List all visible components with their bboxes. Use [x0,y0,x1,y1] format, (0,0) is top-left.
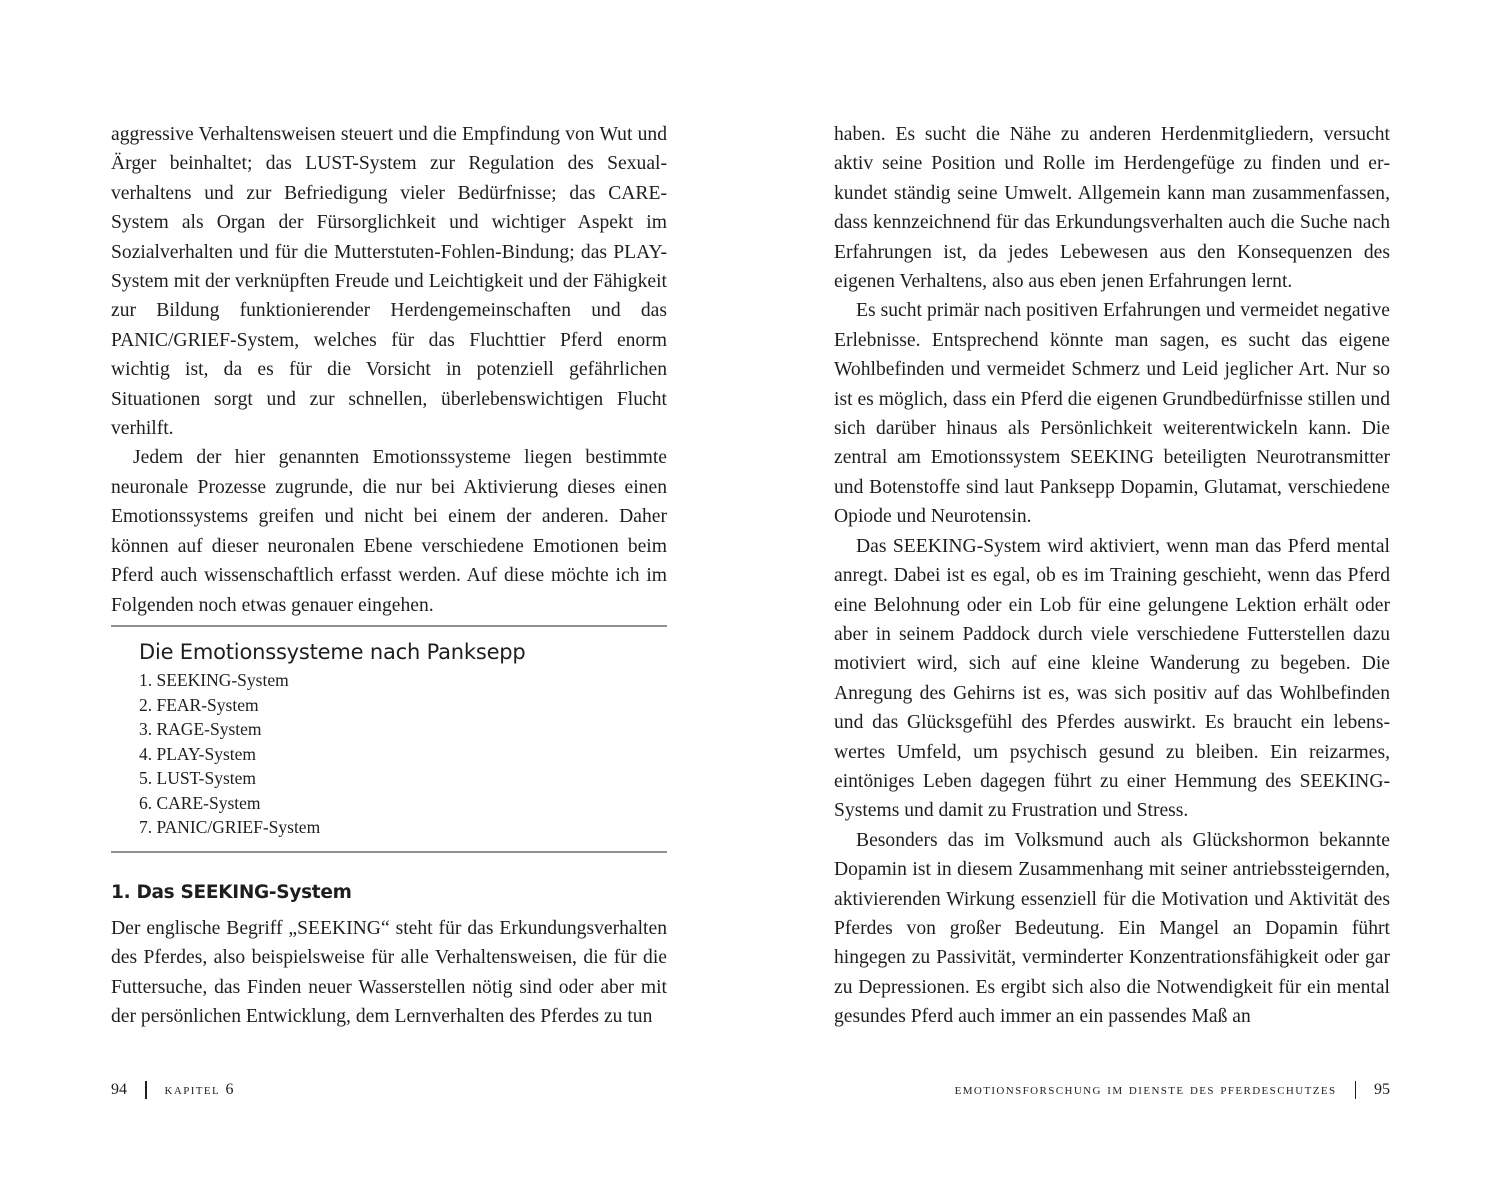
page-number: 95 [1374,1081,1390,1098]
footer-divider [1355,1081,1357,1099]
emotion-systems-list [111,668,667,840]
paragraph: aggressive Verhaltensweisen steuert und die Empfindung von Wut und Ärger beinhaltet; das LUST-System zur Regulation des Sexualverhaltens und zur Befriedigung vieler Bedürfnisse; das CARE-System als Organ der Fürsorglichkeit und wichtiger Aspekt im Sozialverhalten und für die Mutterstuten-Fohlen-Bindung; das PLAY-System mit der verknüpften Freude und Leichtigkeit und der Fähigkeit zur Bildung funktionierender Herdengemeinschaften und das PANIC/GRIEF-System, welches für das Fluchttier Pferd enorm wichtig ist, da es für die Vorsicht in potenziell gefährlichen Situationen sorgt und zur schnellen, überlebenswichtigen Flucht verhilft. [111,124,667,440]
section-heading: 1. Das SEEKING-System [111,882,352,903]
running-head: emotionsforschung im dienste des pferdeschutzes [954,1081,1337,1098]
list-item: 6. CARE-System [139,792,261,813]
left-body-text [111,120,667,620]
left-page [111,0,667,1195]
section-body-text [111,914,667,1032]
running-head: kapitel 6 [164,1081,235,1098]
list-item: 5. LUST-System [139,768,257,788]
info-box-emotion-systems [111,625,667,853]
right-body-text [834,120,1390,1032]
list-item: 1. SEEKING-System [139,670,289,690]
list-item: 3. RAGE-System [139,719,262,739]
paragraph: Der englische Begriff „SEEKING“ steht für das Erkundungsverhalten des Pferdes, also beispielsweise für alle Verhaltensweisen, die für die Futtersuche, das Finden neuer Wasserstellen nötig sind oder aber mit der persönlichen Entwicklung, dem Lernverhalten des Pferdes zu tun [111,918,667,1028]
info-box-title: Die Emotionssysteme nach Panksepp [139,640,526,664]
paragraph: Jedem der hier genannten Emotionssysteme liegen bestimmte neuronale Prozesse zugrunde, die nur bei Aktivierung dieses einen Emotionssystems greifen und nicht bei einem der anderen. Daher können auf dieser neuronalen Ebene verschiedene Emotionen beim Pferd auch wissenschaftlich erfasst werden. Auf diese möchte ich im Folgenden noch etwas genauer eingehen. [111,447,667,616]
footer-divider [145,1081,147,1099]
paragraph: Es sucht primär nach positiven Erfahrungen und vermeidet negative Erlebnisse. Entsprechend könnte man sagen, es sucht das eigene Wohlbefinden und vermeidet Schmerz und Leid jeglicher Art. Nur so ist es möglich, dass ein Pferd die eigenen Grundbedürfnisse stillen und sich darüber hinaus als Persönlichkeit weiterentwickeln kann. Die zentral am Emotionssystem SEEKING beteiligten Neurotransmitter und Botenstoffe sind laut Panksepp Dopamin, Glutamat, verschiedene Opiode und Neurotensin. [834,300,1390,528]
list-item: 4. PLAY-System [139,743,257,764]
paragraph: Besonders das im Volksmund auch als Glückshormon bekannte Dopamin ist in diesem Zusammenhang mit seiner antriebssteigernden, aktivierenden Wirkung essenziell für die Motivation und Aktivität des Pferdes von großer Bedeutung. Ein Mangel an Dopamin führt hingegen zu Passivität, verminderter Konzentrationsfähigkeit oder gar zu Depressionen. Es ergibt sich also die Notwendigkeit für ein mental gesundes Pferd auch immer an ein passendes Maß an [834,829,1390,1028]
right-page [834,0,1390,1195]
list-item: 7. PANIC/GRIEF-System [139,817,321,837]
list-item: 2. FEAR-System [139,694,259,715]
right-footer [955,1081,1390,1099]
paragraph: haben. Es sucht die Nähe zu anderen Herdenmitgliedern, versucht aktiv seine Position und Rolle im Herdengefüge zu finden und erkundet ständig seine Umwelt. Allgemein kann man zusammenfassen, dass kennzeichnend für das Erkundungsverhalten auch die Suche nach Erfahrungen ist, da jedes Lebewesen aus den Konsequenzen des eigenen Verhaltens, also aus eben jenen Erfahrungen lernt. [834,124,1390,293]
left-footer [111,1081,235,1099]
paragraph: Das SEEKING-System wird aktiviert, wenn man das Pferd mental anregt. Dabei ist es egal, ob es im Training geschieht, wenn das Pferd eine Belohnung oder ein Lob für eine gelungene Lektion erhält oder aber in seinem Paddock durch viele verschiedene Futterstellen dazu motiviert wird, sich auf eine kleine Wanderung zu begeben. Die Anregung des Gehirns ist es, was sich positiv auf das Wohlbefinden und das Glücksgefühl des Pferdes auswirkt. Es braucht ein lebenswertes Umfeld, um psychisch gesund zu bleiben. Ein reizarmes, eintöniges Leben dagegen führt zu einer Hemmung des SEEKING-Systems und damit zu Frustration und Stress. [834,535,1390,822]
page-number: 94 [111,1081,127,1098]
